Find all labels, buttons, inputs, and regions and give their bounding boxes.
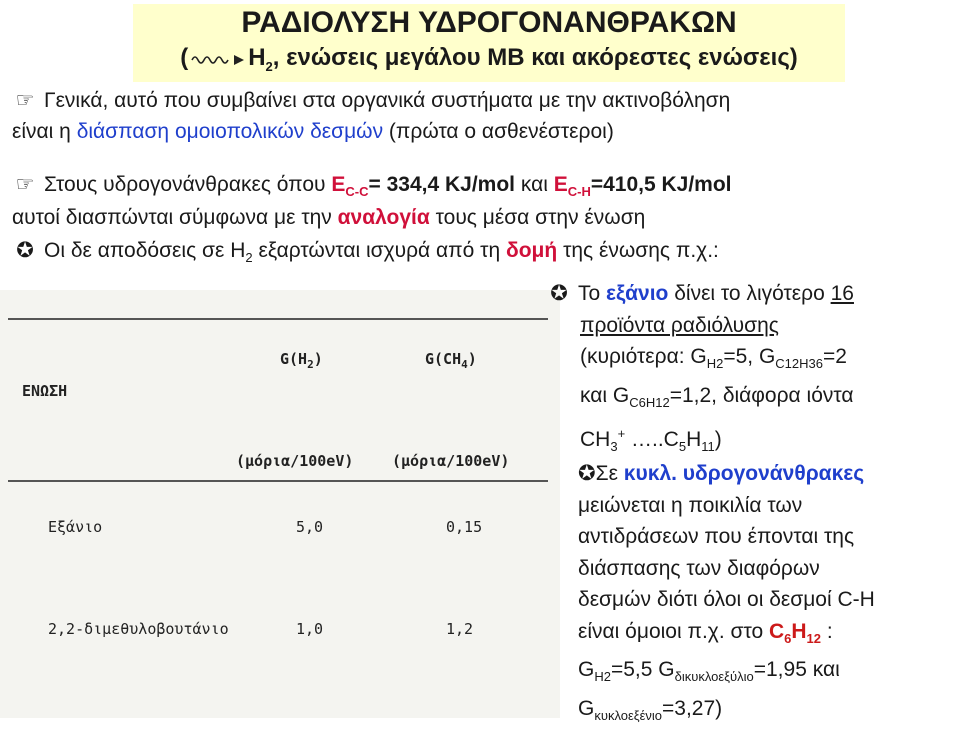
bullet-3: ✪ Οι δε αποδόσεις σε $H_2$ εξαρτώνται ισχυρά από τη δομή της ένωσης π.χ.:	[12, 238, 719, 265]
cyclic-note: ✪Σε κυκλ. υδρογονάνθρακες μειώνεται η ποικιλία των αντιδράσεων που έπονται της διάσπασης των διαφόρων δεσμών διότι όλοι οι δεσμοί C-H είναι όμοιοι π.χ. στο $C_6H_{12}$ : $G_{H2}=5,5$ $G_{\delta\iota\kappa\upsilon\kappa\lambda o\varepsilon\xi ύ\lambda\iota o}=1,95$ και $G_{\kappa\upsilon\kappa\lambda o\varepsilon\xi έ\nu\iota o}=3,27$)	[578, 462, 875, 724]
hexane-note: ✪ Το εξάνιο δίνει το λιγότερο 16 προϊόντα ραδιόλυσης (κυριότερα: $G_{H2}=5$, $G_{C12H36}=2$ και $G_{C6H12}=1,2$, διάφορα ιόντα $CH_3^+$ $\dots..C_5H_{11}$)	[580, 278, 854, 463]
pointing-hand-icon: ☞	[15, 89, 35, 112]
table-row-1-gh2: 5,0	[296, 518, 324, 536]
highlight-hexane: εξάνιο	[606, 282, 669, 305]
yield-table-image	[0, 290, 560, 718]
table-header-rule	[8, 480, 548, 482]
table-row-2-gch4: 1,2	[446, 620, 474, 638]
bullet-2-line-1: ☞ Στους υδρογονάνθρακες όπου $E_{C-C}= 334,4$ KJ/mol και $E_{C-H}=410,5$ KJ/mol	[12, 172, 732, 199]
table-row-2-name: 2,2-διμεθυλοβουτάνιο	[48, 620, 229, 638]
pointing-hand-icon: ☞	[15, 173, 35, 196]
table-header-compound: ΕΝΩΣΗ	[22, 382, 68, 400]
table-unit-gch4: (μόρια/100eV)	[392, 452, 510, 470]
bullet-1-line-2: είναι η διάσπαση ομοιοπολικών δεσμών (πρώτα ο ασθενέστεροι)	[12, 120, 614, 143]
star-bullet-icon: ✪	[16, 239, 34, 262]
table-unit-gh2: (μόρια/100eV)	[236, 452, 354, 470]
table-row-2-gh2: 1,0	[296, 620, 324, 638]
highlight-covalent-bonds: διάσπαση ομοιοπολικών δεσμών	[76, 120, 384, 143]
bullet-1-line-1: ☞ Γενικά, αυτό που συμβαίνει στα οργανικά συστήματα με την ακτινοβόληση	[12, 88, 730, 113]
star-bullet-icon: ✪	[578, 462, 596, 485]
highlight-structure: δομή	[505, 239, 558, 262]
radiation-arrow-icon	[190, 52, 246, 66]
highlight-cyclic: κυκλ. υδρογονάνθρακες	[623, 462, 865, 485]
table-header-gh2: $G(H_2)$	[280, 350, 323, 371]
table-header-gch4: $G(CH_4)$	[425, 350, 477, 371]
table-top-rule	[8, 318, 548, 320]
bullet-2-line-2: αυτοί διασπώνται σύμφωνα με την αναλογία τους μέσα στην ένωση	[12, 206, 646, 229]
page-title: ΡΑΔΙΟΛΥΣΗ ΥΔΡΟΓΟΝΑΝΘΡΑΚΩΝ	[241, 6, 737, 39]
highlight-ratio: αναλογία	[337, 206, 430, 229]
table-row-1-gch4: 0,15	[446, 518, 483, 536]
page-subtitle: ( $H_2$, ενώσεις μεγάλου ΜΒ και ακόρεστες ενώσεις)	[180, 44, 798, 74]
table-row-1-name: Εξάνιο	[48, 518, 103, 536]
title-box	[133, 4, 845, 82]
star-bullet-icon: ✪	[550, 282, 568, 305]
